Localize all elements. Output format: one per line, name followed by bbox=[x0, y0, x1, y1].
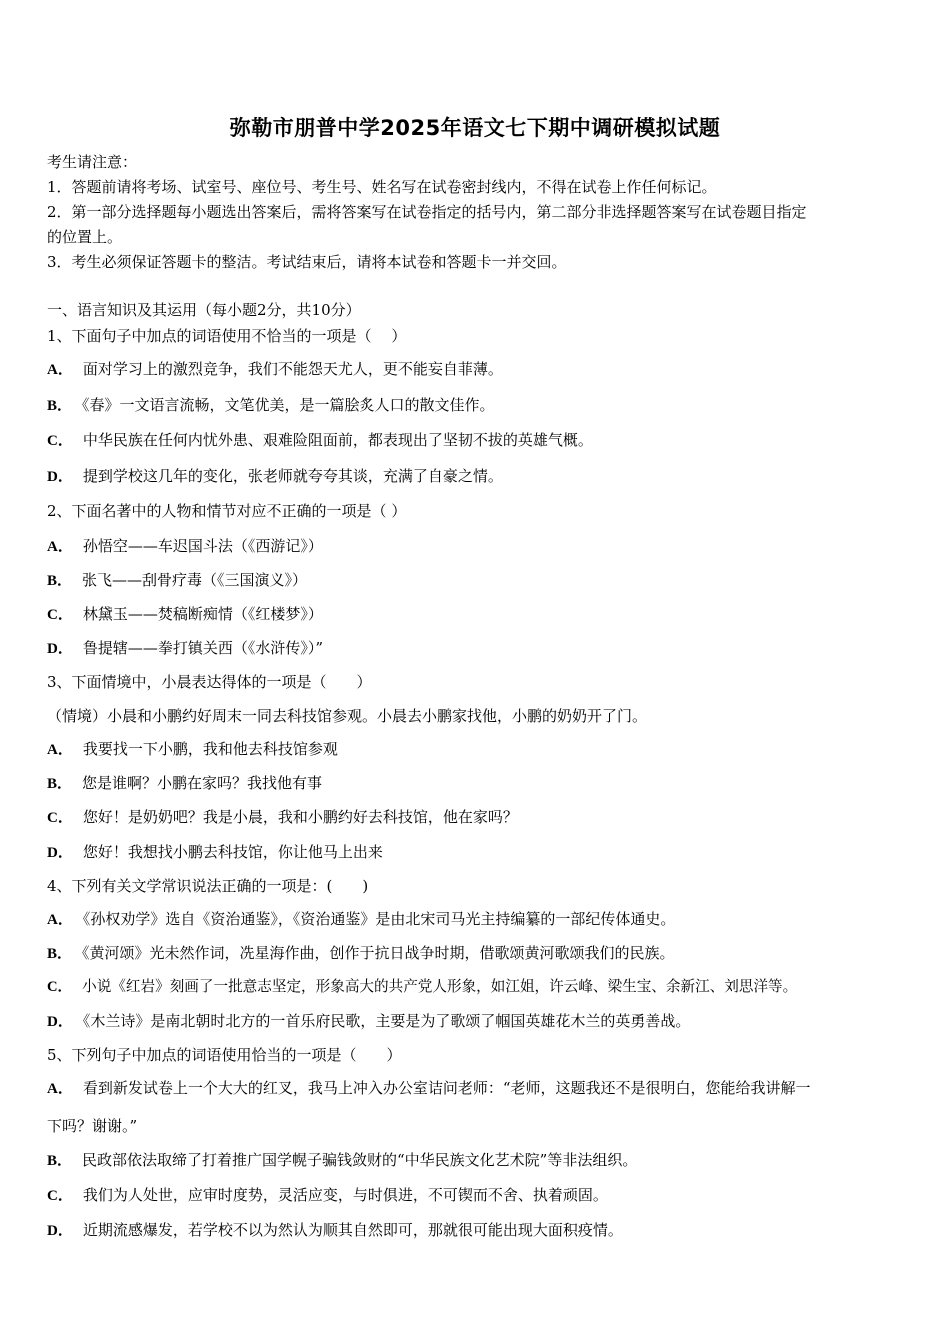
option-d bbox=[47, 842, 917, 863]
option-letter: D． bbox=[47, 845, 73, 861]
option-letter: D． bbox=[47, 641, 73, 657]
notice-item-1: 1．答题前请将考场、试室号、座位号、考生号、姓名写在试卷密封线内，不得在试卷上作任何标记。 bbox=[47, 178, 717, 196]
option-letter: B． bbox=[47, 776, 73, 792]
option-text: 孙悟空——车迟国斗法（《西游记》） bbox=[82, 537, 323, 555]
option-text: 看到新发试卷上一个大大的红叉，我马上冲入办公室诘问老师：“老师，这题我还不是很明白，您能给我讲解一 bbox=[82, 1079, 811, 1097]
option-a bbox=[47, 909, 917, 930]
option-a bbox=[47, 359, 917, 380]
option-letter: C． bbox=[47, 810, 73, 826]
option-letter: B． bbox=[47, 1153, 73, 1169]
option-b bbox=[47, 773, 917, 794]
option-b bbox=[47, 395, 917, 416]
option-letter: A． bbox=[47, 362, 73, 378]
option-text: 面对学习上的激烈竞争，我们不能怨天尤人，更不能妄自菲薄。 bbox=[82, 360, 503, 378]
option-text: 中华民族在任何内忧外患、艰难险阻面前，都表现出了坚韧不拔的英雄气概。 bbox=[82, 431, 593, 449]
option-c bbox=[47, 604, 917, 625]
page-title: 弥勒市朋普中学2025年语文七下期中调研模拟试题 bbox=[229, 116, 721, 140]
section-heading: 一、语言知识及其运用（每小题2分，共10分） bbox=[47, 301, 361, 319]
option-text: 我要找一下小鹏，我和他去科技馆参观 bbox=[82, 740, 338, 758]
option-text: 您好！是奶奶吧？我是小晨，我和小鹏约好去科技馆，他在家吗？ bbox=[82, 808, 518, 826]
option-a bbox=[47, 536, 917, 557]
option-text: 《木兰诗》是南北朝时北方的一首乐府民歌，主要是为了歌颂了帼国英雄花木兰的英勇善战。 bbox=[82, 1012, 691, 1030]
option-text: 《春》一文语言流畅，文笔优美，是一篇脍炙人口的散文佳作。 bbox=[82, 396, 495, 414]
option-a bbox=[47, 739, 917, 760]
question-stem: 2、下面名著中的人物和情节对应不正确的一项是（ ） bbox=[47, 502, 407, 520]
option-c bbox=[47, 1185, 917, 1206]
question-stem: 3、下面情境中，小晨表达得体的一项是（ ） bbox=[47, 673, 372, 691]
notice-item-3: 3．考生必须保证答题卡的整洁。考试结束后，请将本试卷和答题卡一并交回。 bbox=[47, 253, 567, 271]
option-letter: C． bbox=[47, 433, 73, 449]
question-stem: 1、下面句子中加点的词语使用不恰当的一项是（ ） bbox=[47, 327, 407, 345]
option-d bbox=[47, 1011, 917, 1032]
option-a bbox=[47, 1078, 917, 1099]
option-text: 《黄河颂》光未然作词，冼星海作曲，创作于抗日战争时期，借歌颂黄河歌颂我们的民族。 bbox=[82, 944, 675, 962]
option-text: 您是谁啊？小鹏在家吗？我找他有事 bbox=[82, 774, 323, 792]
option-c bbox=[47, 977, 917, 997]
option-b bbox=[47, 570, 917, 591]
option-text: 鲁提辖——拳打镇关西（《水浒传》）” bbox=[82, 639, 324, 657]
option-d bbox=[47, 466, 917, 487]
option-letter: B． bbox=[47, 573, 73, 589]
question-context: （情境）小晨和小鹏约好周末一同去科技馆参观。小晨去小鹏家找他，小鹏的奶奶开了门。 bbox=[47, 707, 648, 725]
option-d bbox=[47, 638, 917, 659]
option-letter: D． bbox=[47, 469, 73, 485]
option-b bbox=[47, 1150, 917, 1171]
question-stem: 5、下列句子中加点的词语使用恰当的一项是（ ） bbox=[47, 1046, 402, 1064]
option-text: 近期流感爆发，若学校不以为然认为顺其自然即可，那就很可能出现大面积疫情。 bbox=[82, 1221, 623, 1239]
option-letter: C． bbox=[47, 979, 73, 995]
option-letter: B． bbox=[47, 398, 73, 414]
option-a-continued: 下吗？谢谢。” bbox=[47, 1117, 138, 1135]
option-text: 林黛玉——焚稿断痴情（《红楼梦》） bbox=[82, 605, 323, 623]
option-text: 《孙权劝学》选自《资治通鉴》，《资治通鉴》是由北宋司马光主持编纂的一部纪传体通史。 bbox=[82, 910, 676, 928]
option-text: 民政部依法取缔了打着推广国学幌子骗钱敛财的“中华民族文化艺术院”等非法组织。 bbox=[82, 1151, 638, 1169]
option-letter: A． bbox=[47, 1081, 73, 1097]
option-letter: A． bbox=[47, 539, 73, 555]
option-d bbox=[47, 1220, 917, 1241]
option-c bbox=[47, 807, 917, 828]
option-letter: C． bbox=[47, 607, 73, 623]
notice-item-2: 2．第一部分选择题每小题选出答案后，需将答案写在试卷指定的括号内，第二部分非选择题答案写在试卷题目指定 bbox=[47, 203, 807, 221]
option-text: 提到学校这几年的变化，张老师就夸夸其谈，充满了自豪之情。 bbox=[82, 467, 503, 485]
option-text: 我们为人处世，应审时度势，灵活应变，与时俱进，不可锲而不舍、执着顽固。 bbox=[82, 1186, 608, 1204]
notice-heading: 考生请注意： bbox=[47, 153, 138, 171]
question-stem: 4、下列有关文学常识说法正确的一项是：( ) bbox=[47, 877, 369, 895]
option-letter: D． bbox=[47, 1223, 73, 1239]
option-text: 您好！我想找小鹏去科技馆，你让他马上出来 bbox=[82, 843, 383, 861]
option-letter: A． bbox=[47, 742, 73, 758]
notice-item-2-cont: 的位置上。 bbox=[47, 228, 123, 246]
option-text: 张飞——刮骨疗毒（《三国演义》） bbox=[82, 571, 308, 589]
option-c bbox=[47, 430, 917, 451]
option-letter: D． bbox=[47, 1014, 73, 1030]
option-text: 小说《红岩》刻画了一批意志坚定，形象高大的共产党人形象，如江姐，许云峰、梁生宝、余新江、刘思洋等。 bbox=[82, 978, 798, 995]
option-b bbox=[47, 943, 917, 964]
option-letter: B． bbox=[47, 946, 73, 962]
option-letter: A． bbox=[47, 912, 73, 928]
option-letter: C． bbox=[47, 1188, 73, 1204]
